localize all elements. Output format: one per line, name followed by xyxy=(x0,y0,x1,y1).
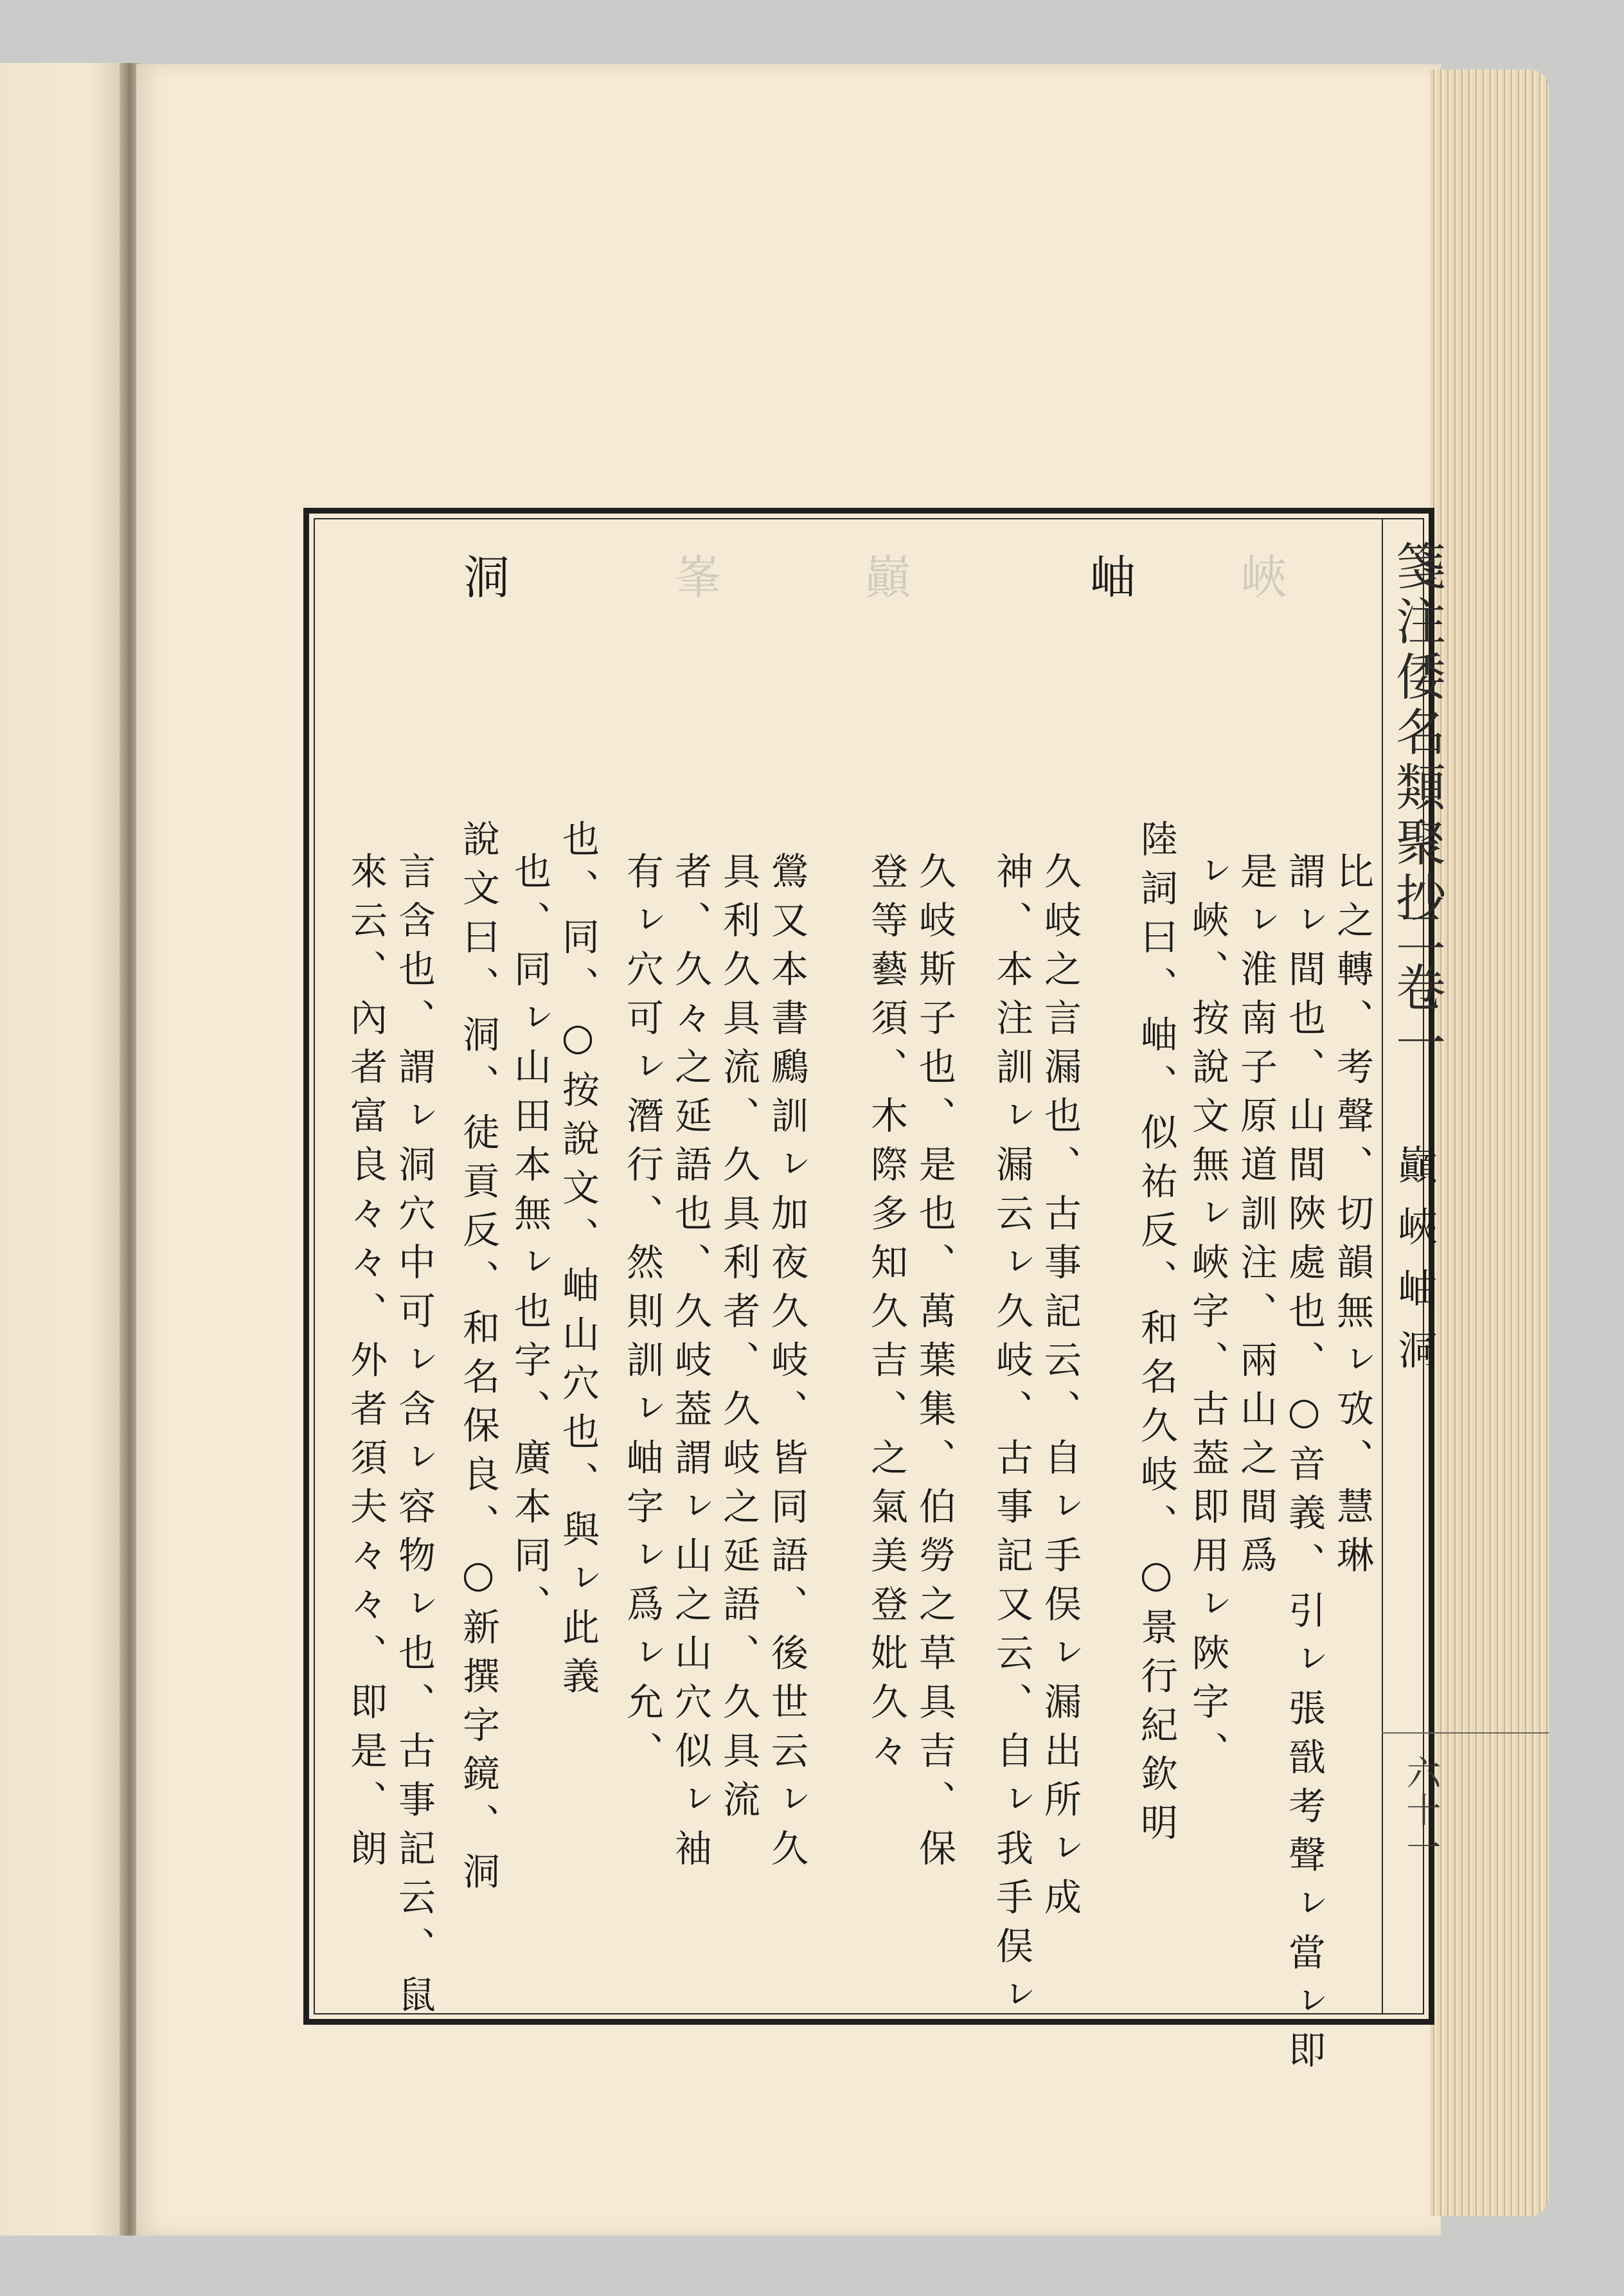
text-column-14: 也、同、○按說文、岫山穴也、與ㇾ此義 xyxy=(556,820,600,1705)
text-column-2: 謂ㇾ間也、山間陜處也、○音義、引ㇾ張戩考聲ㇾ當ㇾ即 xyxy=(1282,852,1326,2079)
margin-rule xyxy=(1382,518,1383,2014)
text-column-16: 說文曰、洞、徒貢反、和名保良、○新撰字鏡、洞 xyxy=(456,820,500,1901)
volume-label: 二卷一 xyxy=(1388,906,1445,1072)
left-page xyxy=(0,63,127,2236)
text-column-4: ㇾ峽、按說文無ㇾ峽字、古葢即用ㇾ陜字、 xyxy=(1186,852,1229,1780)
text-column-7: 神、本注訓ㇾ漏云ㇾ久岐、古事記又云、自ㇾ我手俣ㇾ xyxy=(990,852,1033,2024)
text-column-5: 陸詞曰、岫、似祐反、和名久岐、○景行紀欽明 xyxy=(1134,820,1178,1852)
text-column-10: 鶯又本書鷉訓ㇾ加夜久岐、皆同語、後世云ㇾ久 xyxy=(765,852,808,1878)
text-column-12: 者、久々之延語也、久岐葢謂ㇾ山之山穴似ㇾ袖 xyxy=(668,852,712,1878)
text-column-18: 來云、內者富良々々、外者須夫々々、即是、朗 xyxy=(344,852,388,1878)
text-column-15: 也、同ㇾ山田本無ㇾ也字、廣本同、 xyxy=(508,852,551,1633)
text-column-9: 登等藝須、木際多知久吉、之氣美登妣久々 xyxy=(864,852,908,1780)
text-column-13: 有ㇾ穴可ㇾ潛行、然則訓ㇾ岫字ㇾ爲ㇾ允、 xyxy=(620,852,664,1780)
ghost-headword: 峽 xyxy=(1233,553,1287,599)
headword-xiu: 岫 xyxy=(1082,553,1136,603)
book-title: 箋注倭名類聚抄 xyxy=(1388,540,1445,927)
text-column-11: 具利久具流、久具利者、久岐之延語、久具流 xyxy=(717,852,760,1829)
ghost-headword: 峯 xyxy=(668,553,722,599)
margin-rule-lower xyxy=(1382,1732,1549,1734)
page-edges xyxy=(1430,69,1549,2216)
page-number: 六十一 xyxy=(1401,1755,1441,1867)
text-column-1: 比之轉、考聲、切韻無ㇾ攷、慧琳 xyxy=(1330,852,1374,1584)
text-column-6: 久岐之言漏也、古事記云、自ㇾ手俣ㇾ漏出所ㇾ成 xyxy=(1038,852,1082,1926)
text-column-3: 是ㇾ淮南子原道訓注、兩山之間爲 xyxy=(1234,852,1278,1584)
headword-dong: 洞 xyxy=(456,553,510,603)
chapter-entries: 巓峽岫洞 xyxy=(1391,1144,1438,1391)
ghost-headword: 巓 xyxy=(857,553,911,599)
text-column-8: 久岐斯子也、是也、萬葉集、伯勞之草具吉、保 xyxy=(913,852,956,1878)
text-column-17: 言含也、謂ㇾ洞穴中可ㇾ含ㇾ容物ㇾ也、古事記云、鼠 xyxy=(392,852,436,2024)
